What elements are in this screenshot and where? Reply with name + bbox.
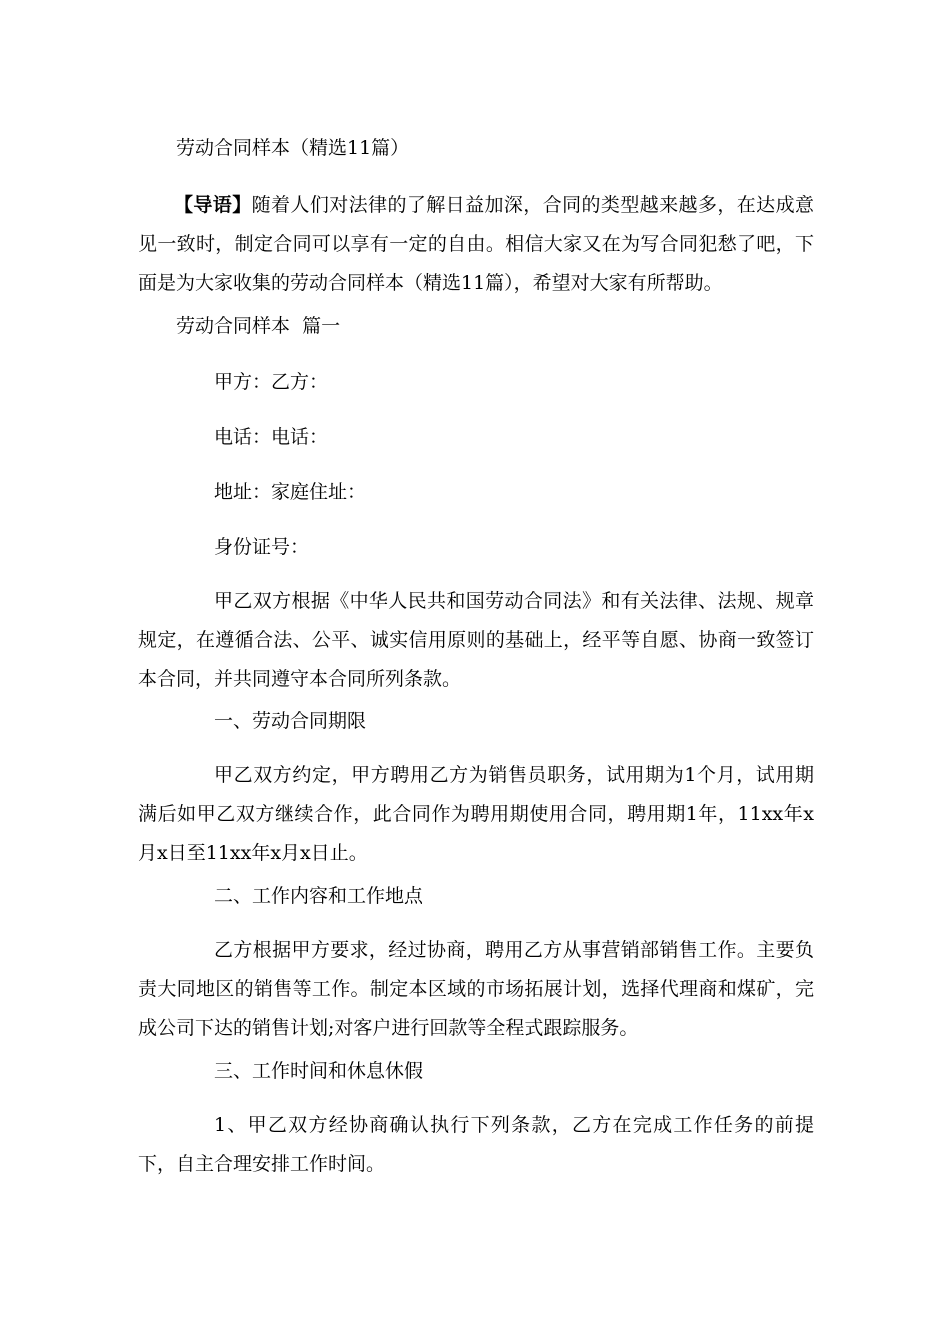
clause2-body: 乙方根据甲方要求，经过协商，聘用乙方从事营销部销售工作。主要负责大同地区的销售等工作。制定本区域的市场拓展计划，选择代理商和煤矿，完成公司下达的销售计划;对客户进行回款等全程式跟踪服务。 (138, 939, 814, 1039)
address-field: 地址：家庭住址： (214, 481, 367, 503)
intro-text: 随着人们对法律的了解日益加深，合同的类型越来越多，在达成意见一致时，制定合同可以享有一定的自由。相信大家又在为写合同犯愁了吧，下面是为大家收集的劳动合同样本（精选11篇），希望对大家有所帮助。 (138, 194, 814, 294)
section-title: 劳动合同样本 篇一 (176, 315, 341, 337)
preamble-paragraph: 甲乙双方根据《中华人民共和国劳动合同法》和有关法律、法规、规章规定，在遵循合法、公平、诚实信用原则的基础上，经平等自愿、协商一致签订本合同，并共同遵守本合同所列条款。 (138, 590, 814, 690)
clause3-heading: 三、工作时间和休息休假 (214, 1060, 424, 1082)
id-number-field: 身份证号： (214, 536, 310, 558)
phone-field: 电话：电话： (214, 426, 329, 448)
clause1-body: 甲乙双方约定，甲方聘用乙方为销售员职务，试用期为1个月，试用期满后如甲乙双方继续合作，此合同作为聘用期使用合同，聘用期1年，11xx年x月x日至11xx年x月x日止。 (138, 764, 814, 864)
intro-paragraph (138, 186, 814, 303)
party-field: 甲方：乙方： (214, 371, 329, 393)
clause1-heading: 一、劳动合同期限 (214, 710, 367, 732)
document-title: 劳动合同样本（精选11篇） (176, 137, 410, 159)
clause2-heading: 二、工作内容和工作地点 (214, 885, 424, 907)
clause3-item1: 1、甲乙双方经协商确认执行下列条款，乙方在完成工作任务的前提下，自主合理安排工作时间。 (138, 1114, 814, 1175)
intro-tag: 【导语】 (174, 194, 252, 216)
